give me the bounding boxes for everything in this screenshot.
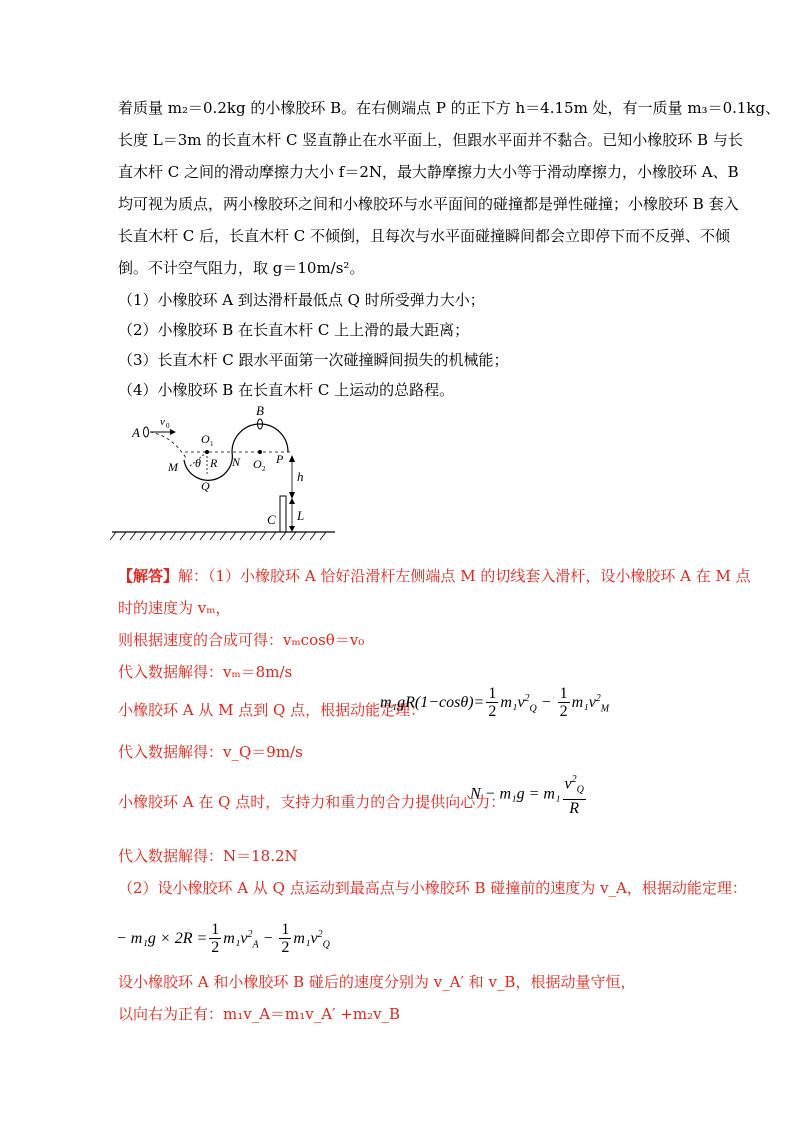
physics-figure xyxy=(110,400,340,545)
f2-frac-den: R xyxy=(569,799,580,817)
label-p: P xyxy=(276,452,284,466)
solution-line-7: 小橡胶环 A 在 Q 点时，支持力和重力的合力提供向心力： xyxy=(118,793,506,811)
label-o1-sub: 1 xyxy=(210,440,214,448)
solution-line-4: 代入数据解得：vₘ＝8m/s xyxy=(118,663,293,681)
f1-frac-num: 1 xyxy=(488,685,497,702)
f3-frac2 xyxy=(279,922,291,957)
question-4: （4）小橡胶环 B 在长直木杆 C 上运动的总路程。 xyxy=(118,381,455,399)
f1-term1-sub: Q xyxy=(529,703,537,715)
ring-a xyxy=(144,427,149,437)
label-b: B xyxy=(256,403,264,418)
problem-line-1: 着质量 m₂＝0.2kg 的小橡胶环 B。在右侧端点 P 的正下方 h＝4.15m 处，有一质量 m₃＝0.1kg、 xyxy=(118,99,781,117)
label-theta: θ xyxy=(195,456,201,470)
problem-line-5: 长直木杆 C 后，长直木杆 C 不倾倒，且每次与水平面碰撞瞬间都会立即停下而不反弹、不倾 xyxy=(118,227,731,245)
pole-c xyxy=(280,496,286,532)
problem-line-6: 倒。不计空气阻力，取 g＝10m/s²。 xyxy=(118,259,365,277)
velocity-arrowhead xyxy=(170,429,176,435)
f3-term2: m₁v xyxy=(293,930,318,948)
formula-centripetal xyxy=(470,772,588,818)
problem-line-3: 直木杆 C 之间的滑动摩擦力大小 f＝2N，最大静摩擦力大小等于滑动摩擦力，小橡胶环 A、B xyxy=(118,163,739,181)
f1-frac-den: 2 xyxy=(488,703,497,720)
f3-frac-den: 2 xyxy=(211,939,220,956)
label-l: L xyxy=(297,508,305,523)
f3-term1-sub: A xyxy=(252,939,259,951)
solution-text-1: 解：（1）小橡胶环 A 恰好沿滑杆左侧端点 M 的切线套入滑杆，设小橡胶环 A 在 M 点 xyxy=(178,567,751,585)
problem-line-2: 长度 L＝3m 的长直木杆 C 竖直静止在水平面上，但跟水平面并不黏合。已知小橡胶环 B 与长 xyxy=(118,131,743,149)
h-arrow-bottom xyxy=(289,492,295,499)
f3-frac-num: 1 xyxy=(211,921,220,938)
l-arrow-bottom xyxy=(289,526,295,532)
f3-minus: − xyxy=(262,930,274,948)
lower-arc xyxy=(184,452,232,480)
f2-frac xyxy=(563,772,586,818)
label-h: h xyxy=(297,469,304,484)
h-arrow-top xyxy=(289,455,295,462)
f3-lhs: − m₁g × 2R = xyxy=(116,930,208,948)
f3-frac xyxy=(209,922,221,957)
label-v0-sub: 0 xyxy=(166,422,170,430)
f2-lhs: N − m₁g = m₁ xyxy=(470,785,561,803)
f1-term2: m₁v xyxy=(571,694,596,712)
formula-energy-qa xyxy=(116,922,330,957)
label-o1: O xyxy=(201,432,210,446)
f2-num-sub: Q xyxy=(576,784,584,796)
label-o2: O xyxy=(253,457,262,471)
label-c: C xyxy=(267,512,276,527)
label-a: A xyxy=(132,425,140,440)
solution-line-10: 设小橡胶环 A 和小橡胶环 B 碰后的速度分别为 v_A′ 和 v_B，根据动量守恒， xyxy=(118,973,636,991)
f1-term1: m₁v xyxy=(500,694,525,712)
center-o1 xyxy=(205,450,209,454)
l-arrow-top xyxy=(289,498,295,504)
center-o2 xyxy=(258,450,262,454)
answer-tag: 【解答】 xyxy=(118,567,179,585)
solution-line-2: 时的速度为 vₘ， xyxy=(118,599,231,617)
solution-line-6: 代入数据解得：v_Q＝9m/s xyxy=(118,743,303,761)
f1-term2-sup: 2 xyxy=(595,692,601,704)
solution-line-11: 以向右为正有：m₁v_A＝m₁v_A′ +m₂v_B xyxy=(118,1005,401,1023)
solution-line-8: 代入数据解得：N＝18.2N xyxy=(118,847,298,865)
f1-frac xyxy=(486,686,498,721)
solution-line-1 xyxy=(118,566,751,586)
f1-frac2-den: 2 xyxy=(559,703,568,720)
solution-line-9: （2）设小橡胶环 A 从 Q 点运动到最高点与小橡胶环 B 碰撞前的速度为 v_A，根据动能定理： xyxy=(118,879,747,897)
solution-line-3: 则根据速度的合成可得：vₘcosθ＝v₀ xyxy=(118,631,365,649)
label-o2-sub: 2 xyxy=(262,465,266,473)
question-3: （3）长直木杆 C 跟水平面第一次碰撞瞬间损失的机械能； xyxy=(118,351,509,369)
f3-frac2-den: 2 xyxy=(281,939,290,956)
f1-minus: − xyxy=(540,694,552,712)
f1-frac2 xyxy=(558,686,570,721)
f3-term2-sup: 2 xyxy=(317,928,323,940)
f1-frac2-num: 1 xyxy=(559,685,568,702)
label-m: M xyxy=(168,460,178,474)
f2-num-v: v xyxy=(564,775,572,793)
label-n: N xyxy=(232,455,241,469)
formula-energy-mq xyxy=(380,686,609,721)
f3-term2-sub: Q xyxy=(322,939,330,951)
question-2: （2）小橡胶环 B 在长直木杆 C 上上滑的最大距离； xyxy=(118,321,470,339)
f2-num-sup: 2 xyxy=(571,774,577,785)
upper-semicircle xyxy=(232,424,288,452)
f1-lhs: m₁gR(1−cosθ)= xyxy=(380,694,485,712)
label-q: Q xyxy=(201,479,210,493)
problem-line-4: 均可视为质点，两小橡胶环之间和小橡胶环与水平面间的碰撞都是弹性碰撞；小橡胶环 B 套入 xyxy=(118,195,739,213)
question-1: （1）小橡胶环 A 到达滑杆最低点 Q 时所受弹力大小； xyxy=(118,291,485,309)
label-r: R xyxy=(210,456,218,470)
solution-line-5: 小橡胶环 A 从 M 点到 Q 点，根据动能定理： xyxy=(118,701,426,719)
f3-frac2-num: 1 xyxy=(281,921,290,938)
ground-hatching xyxy=(110,532,326,540)
f3-term1-sup: 2 xyxy=(247,928,253,940)
f1-term2-sub: M xyxy=(600,703,610,715)
f3-term1: m₁v xyxy=(223,930,248,948)
f2-frac-num xyxy=(563,772,586,800)
f1-term1-sup: 2 xyxy=(524,692,530,704)
label-v0: v xyxy=(160,416,165,428)
trajectory-dashed xyxy=(150,432,186,458)
